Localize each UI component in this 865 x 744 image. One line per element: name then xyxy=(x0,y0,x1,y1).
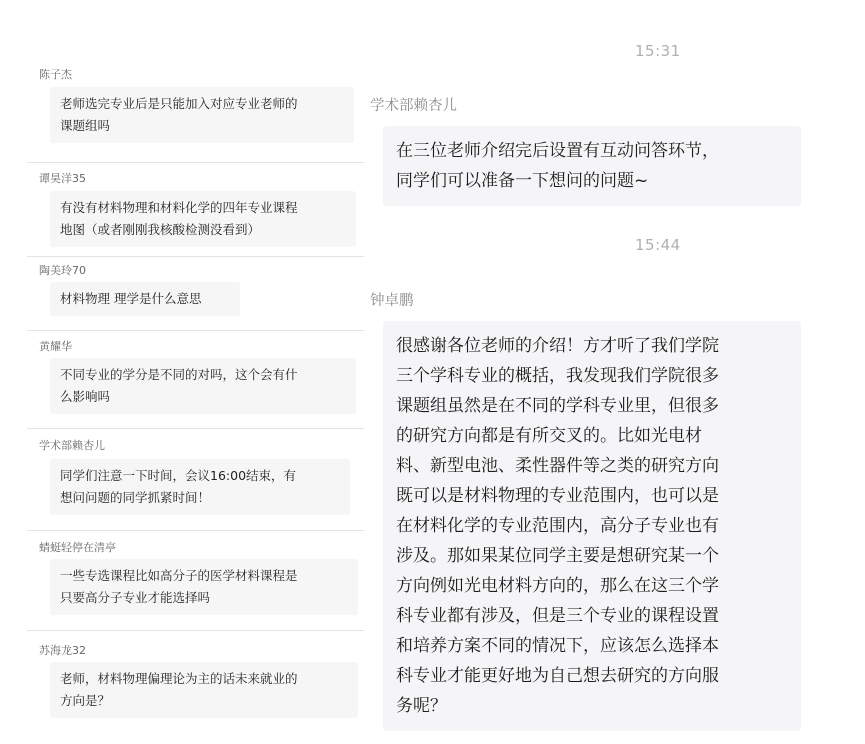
message-divider xyxy=(27,530,364,531)
message-bubble[interactable]: 老师，材料物理偏理论为主的话未来就业的 方向是？ xyxy=(50,662,358,718)
message-sender: 钟卓鹏 xyxy=(370,293,414,309)
message-divider xyxy=(27,428,364,429)
message-bubble[interactable]: 同学们注意一下时间，会议16:00结束，有 想问问题的同学抓紧时间！ xyxy=(50,459,350,515)
message-sender: 苏海龙32 xyxy=(39,644,86,657)
message-bubble[interactable]: 一些专选课程比如高分子的医学材料课程是 只要高分子专业才能选择吗 xyxy=(50,559,358,615)
message-divider xyxy=(27,330,364,331)
message-bubble[interactable]: 很感谢各位老师的介绍！方才听了我们学院 三个学科专业的概括，我发现我们学院很多 课题组虽然是在不同的学科专业里，但很多 的研究方向都是有所交叉的。比如光电材 料、新型电池、柔性器件等之类的研究方向 既可以是材料物理的专业范围内，也可以是 在材料化学的专业范围内，高分子专业也有 涉及。那如果某位同学主要是想研究某一个 方向例如光电材料方向的，那么在这三个学 科专业都有涉及，但是三个专业的课程设置 和培养方案不同的情况下，应该怎么选择本 科专业才能更好地为自己想去研究的方向服 务呢？ xyxy=(383,321,801,731)
message-divider xyxy=(27,162,364,163)
message-sender: 黄耀华 xyxy=(39,340,72,353)
message-timestamp: 15:31 xyxy=(635,42,681,60)
message-bubble[interactable]: 在三位老师介绍完后设置有互动问答环节， 同学们可以准备一下想问的问题~ xyxy=(383,126,801,206)
message-sender: 陶美玲70 xyxy=(39,264,86,277)
message-sender: 蜻蜓轻停在清亭 xyxy=(39,541,116,554)
message-bubble[interactable]: 有没有材料物理和材料化学的四年专业课程 地图（或者刚刚我核酸检测没看到） xyxy=(50,191,356,247)
message-sender: 学术部赖杏儿 xyxy=(39,439,105,452)
right-chat-panel xyxy=(365,0,865,744)
message-bubble[interactable]: 材料物理 理学是什么意思 xyxy=(50,282,240,316)
message-bubble[interactable]: 不同专业的学分是不同的对吗，这个会有什 么影响吗 xyxy=(50,358,356,414)
message-sender: 陈子杰 xyxy=(39,68,72,81)
message-sender: 谭昊洋35 xyxy=(39,172,86,185)
message-bubble[interactable]: 老师选完专业后是只能加入对应专业老师的 课题组吗 xyxy=(50,87,354,143)
message-divider xyxy=(27,256,364,257)
message-timestamp: 15:44 xyxy=(635,236,681,254)
message-divider xyxy=(27,630,364,631)
left-chat-panel xyxy=(0,0,365,744)
message-sender: 学术部赖杏儿 xyxy=(370,98,457,114)
